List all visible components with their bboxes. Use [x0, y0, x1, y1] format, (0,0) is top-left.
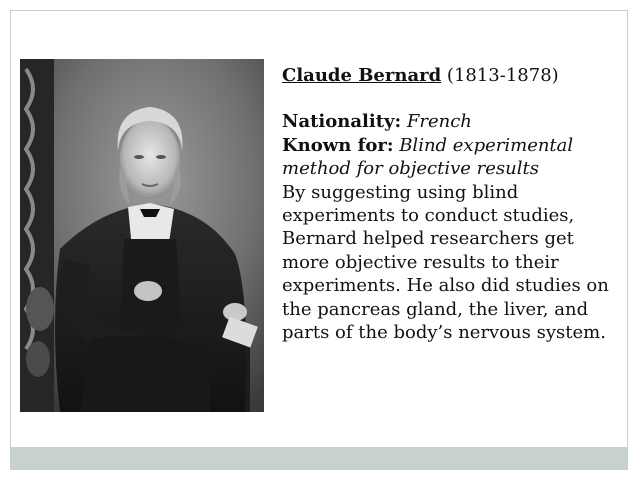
person-name: Claude Bernard [282, 65, 442, 86]
bio-text [282, 64, 612, 344]
nationality-value: French [406, 111, 472, 133]
portrait-photo [20, 59, 264, 412]
life-years: (1813-1878) [446, 65, 559, 86]
slide-footer-band [11, 447, 627, 469]
spacer [282, 87, 612, 110]
known-for-label: Known for: [282, 134, 394, 156]
known-for-line [282, 134, 612, 181]
nationality-label: Nationality: [282, 111, 402, 133]
nationality-line [282, 110, 612, 133]
title-line [282, 64, 612, 87]
description-paragraph: By suggesting using blind experiments to conduct studies, Bernard helped researchers get more objective results to their experiments. He also did studies on the pancreas gland, the liver, and parts of the body’s nervous system. [282, 181, 609, 344]
known-for-value: Blind experimental method for objective results [282, 134, 574, 180]
